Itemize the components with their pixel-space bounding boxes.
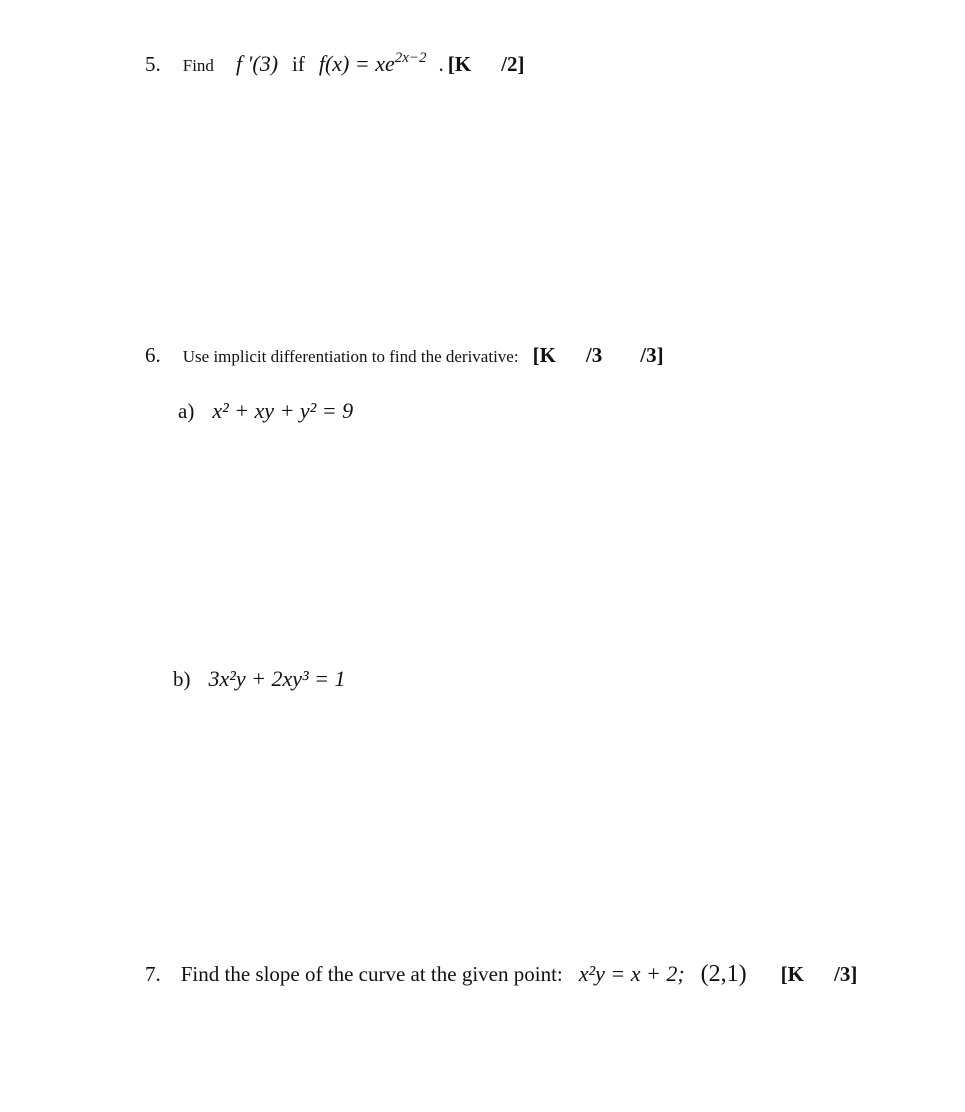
question-6 <box>145 345 664 366</box>
marks-label: [K <box>532 343 556 367</box>
question-number: 6. <box>145 343 161 367</box>
period: . <box>438 52 444 76</box>
function-expression: f(x) = xe <box>318 51 395 76</box>
question-text: Find <box>182 56 214 75</box>
question-5 <box>145 50 525 76</box>
if-word: if <box>292 52 305 76</box>
marks-score-2: /3] <box>640 343 664 367</box>
question-text: Use implicit differentiation to find the derivative: <box>182 347 519 366</box>
derivative-expression: f ′(3) <box>235 51 279 76</box>
question-7 <box>145 962 857 986</box>
part-label: a) <box>178 399 195 423</box>
question-number: 7. <box>145 962 161 986</box>
function-exponent: 2x−2 <box>394 50 427 66</box>
marks-label: [K <box>447 52 472 76</box>
question-text: Find the slope of the curve at the given point: <box>180 962 563 986</box>
question-6a <box>178 400 353 422</box>
marks-score: /3] <box>833 962 858 986</box>
marks-label: [K <box>780 962 804 986</box>
marks-score-1: /3 <box>585 343 603 367</box>
marks-score: /2] <box>501 52 525 76</box>
given-point: (2,1) <box>700 961 747 987</box>
equation-b: 3x²y + 2xy³ = 1 <box>208 666 346 691</box>
curve-equation: x²y = x + 2; <box>578 961 685 986</box>
question-6b <box>173 668 345 690</box>
question-number: 5. <box>145 52 161 76</box>
part-label: b) <box>173 667 191 691</box>
equation-a: x² + xy + y² = 9 <box>212 398 354 423</box>
